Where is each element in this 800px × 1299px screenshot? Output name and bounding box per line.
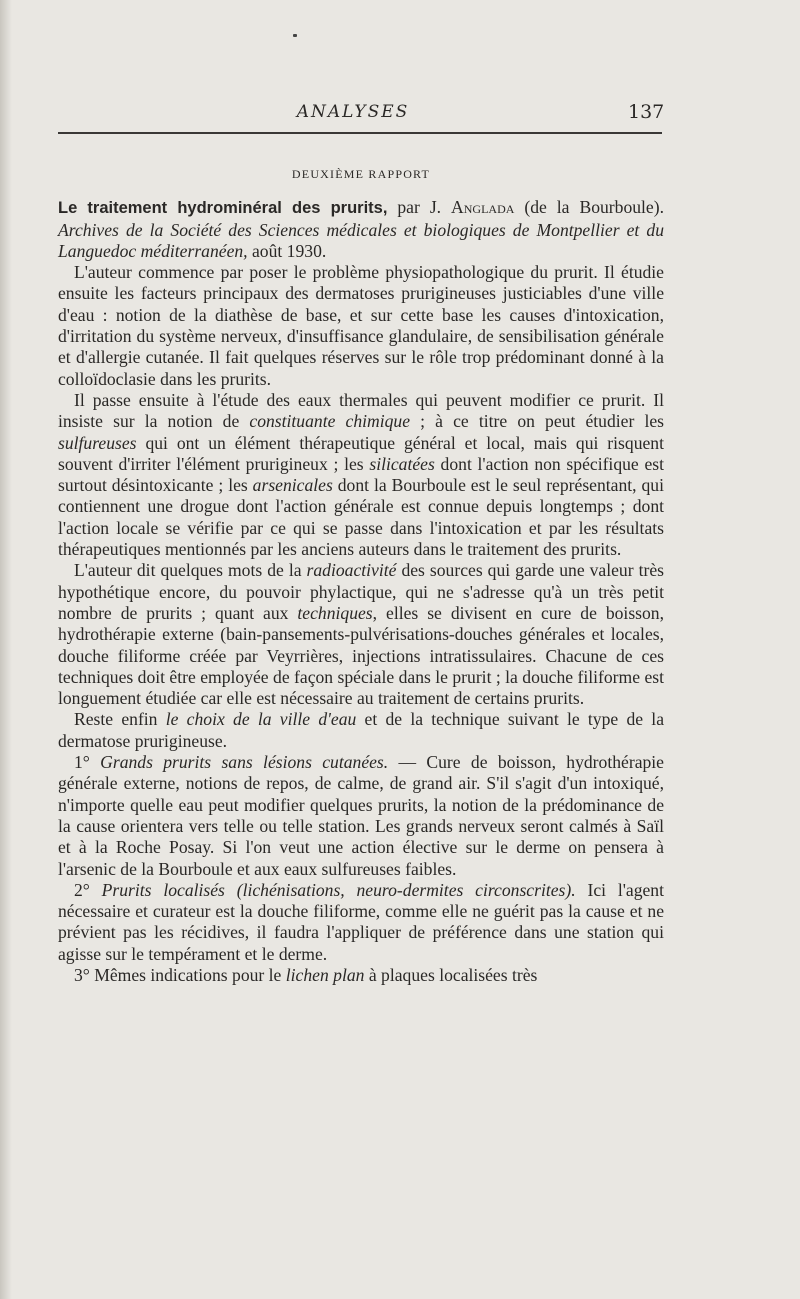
p2-text-c: qui ont un élément thérapeutique général et local, mais qui risquent souvent d'irriter l'élément prurigineux ; les bbox=[58, 432, 664, 474]
p2-text-a: Il passe ensuite à l'étude des eaux thermales qui peuvent modifier ce prurit. Il insiste sur la notion de bbox=[58, 389, 664, 432]
article-title: Le traitement hydrominéral des prurits, bbox=[58, 199, 388, 218]
article-body bbox=[58, 164, 664, 986]
p2-text-d: dont l'action non spécifique est surtout désintoxicante ; les bbox=[58, 453, 664, 496]
p2-italic-3: silicatées bbox=[369, 453, 435, 474]
header-rule bbox=[58, 132, 662, 134]
p6-text-b: Ici l'agent nécessaire et curateur est la douche filiforme, comme elle ne guérit pas la cause et ne prévient pas les récidives, il faudra l'appliquer de préférence dans une station qui agisse sur le tempérament et le derme. bbox=[58, 879, 664, 964]
paragraph-7 bbox=[58, 965, 664, 986]
p6-italic-1: Prurits localisés (lichénisations, neuro-dermites circonscrites). bbox=[101, 879, 576, 900]
p2-text-b: ; à ce titre on peut étudier les bbox=[410, 411, 664, 432]
paragraph-5 bbox=[58, 752, 664, 880]
article-author: Anglada bbox=[451, 197, 515, 218]
p4-text-a: Reste enfin bbox=[74, 709, 166, 730]
p3-text-a: L'auteur dit quelques mots de la bbox=[74, 560, 307, 581]
p2-italic-2: sulfureuses bbox=[58, 432, 137, 453]
page-spine-shadow bbox=[0, 0, 12, 1299]
p3-italic-1: radioactivité bbox=[306, 560, 397, 581]
article-citation bbox=[58, 197, 664, 262]
running-title: ANALYSES bbox=[296, 102, 410, 122]
p3-italic-2: techniques bbox=[297, 602, 373, 623]
p6-text-a: 2° bbox=[74, 879, 102, 900]
p5-text-b: — Cure de boisson, hydrothérapie générale externe, notions de repos, de calme, de grand air. S'il s'agit d'un intoxiqué, n'importe quelle eau peut modifier quelques prurits, la notion de la prédominance de la cause orientera vers telle ou telle station. Les grands nerveux seront calmés à Saïl et à la Roche Posay. Si l'on veut une action élective sur le derme on pensera à l'arsenic de la Bourboule et aux eaux sulfureuses faibles. bbox=[58, 752, 664, 879]
paragraph-6 bbox=[58, 880, 664, 965]
p2-italic-1: constituante chimique bbox=[249, 411, 411, 432]
p5-italic-1: Grands prurits sans lésions cutanées. bbox=[100, 752, 389, 773]
section-title: DEUXIÈME RAPPORT bbox=[291, 167, 431, 181]
p7-text-b: à plaques localisées très bbox=[364, 964, 538, 985]
paragraph-2 bbox=[58, 390, 664, 560]
citation-by: par J. bbox=[387, 197, 452, 218]
ink-speck bbox=[293, 34, 297, 37]
p4-italic-1: le choix de la ville d'eau bbox=[165, 709, 357, 730]
p7-italic-1: lichen plan bbox=[285, 964, 365, 985]
journal-name: Archives de la Société des Sciences médicales et biologiques de Montpellier et du Languedoc méditerranéen, bbox=[58, 219, 664, 261]
p7-text-a: 3° Mêmes indications pour le bbox=[74, 964, 286, 985]
p2-italic-4: arsenicales bbox=[252, 475, 333, 496]
p5-text-a: 1° bbox=[74, 752, 101, 773]
paragraph-4 bbox=[58, 709, 664, 752]
author-affiliation: (de la Bourboule). bbox=[514, 197, 664, 218]
page-number: 137 bbox=[628, 101, 665, 123]
paragraph-1: L'auteur commence par poser le problème physiopathologique du prurit. Il étudie ensuite les facteurs principaux des dermatoses prurigineuses justiciables d'une ville d'eau : notion de la diathèse de base, et sur cette base les causes d'intoxication, d'irritation du système nerveux, d'insuffisance glandulaire, de sensibilisation générale et d'allergie cutanée. Il fait quelques réserves sur le rôle trop prédominant donné à la colloïdoclasie dans les prurits. bbox=[58, 262, 664, 389]
publication-date: août 1930. bbox=[247, 240, 327, 261]
p3-text-c: , elles se divisent en cure de boisson, hydrothérapie externe (bain-pansements-pulvérisations-douches générales et locales, douche filiforme créée par Veyrrières, injections intratissulaires. Chacune de ces techniques doit être employée de façon spéciale dans le prurit ; la douche filiforme est longuement étudiée car elle est nécessaire au traitement de certains prurits. bbox=[58, 602, 664, 709]
p4-text-b: et de la technique suivant le type de la dermatose prurigineuse. bbox=[58, 709, 664, 751]
p3-text-b: des sources qui garde une valeur très hypothétique encore, du pouvoir phylactique, qui ne s'adresse qu'à un très petit nombre de prurits ; quant aux bbox=[58, 560, 664, 623]
p2-text-e: dont la Bourboule est le seul représentant, qui contiennent une drogue dont l'action générale est connue depuis longtemps ; dont l'action locale se vérifie par ce qui se passe dans l'intoxication et par les résultats thérapeutiques mentionnés par les anciens auteurs dans le traitement des prurits. bbox=[58, 475, 664, 560]
paragraph-3 bbox=[58, 560, 664, 709]
